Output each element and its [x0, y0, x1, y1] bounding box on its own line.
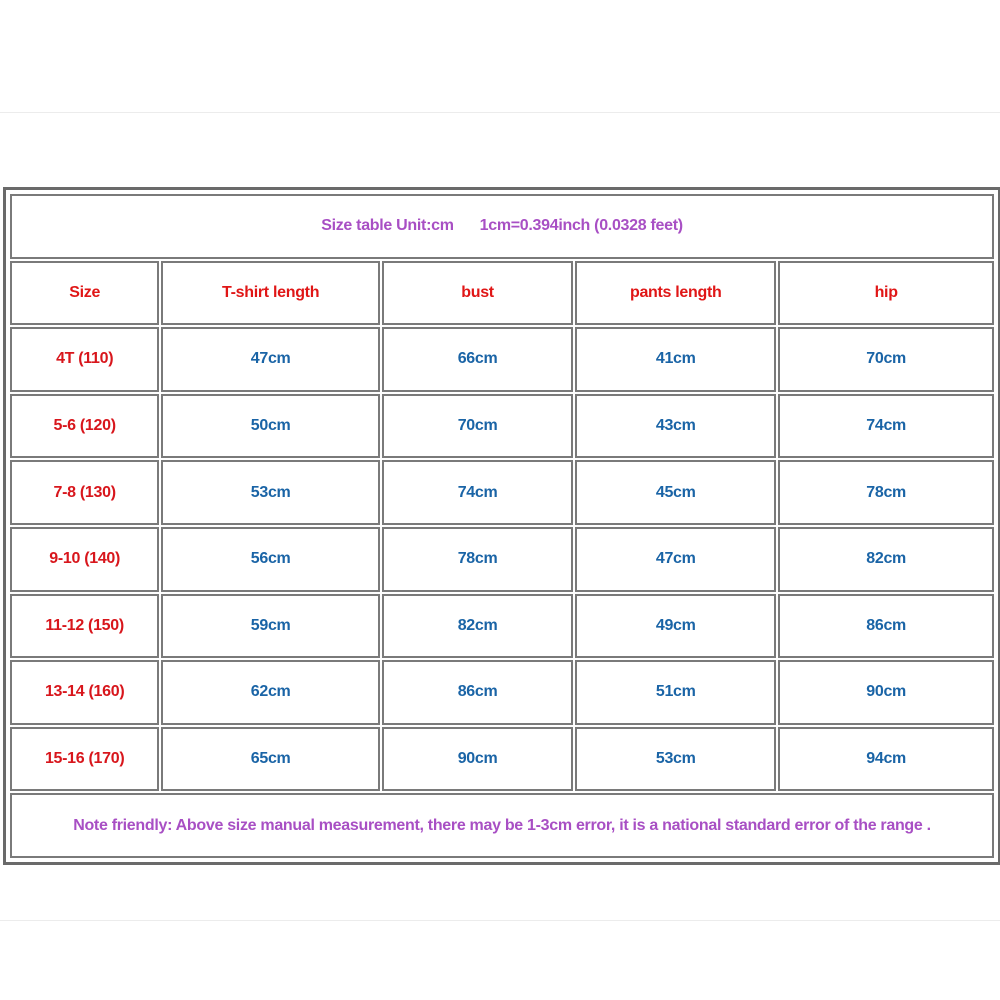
- bust-cell: 90cm: [382, 727, 573, 792]
- size-cell: 7-8 (130): [10, 460, 159, 525]
- table-note: Note friendly: Above size manual measurement, there may be 1-3cm error, it is a national standard error of the range .: [10, 793, 994, 858]
- hip-cell: 74cm: [778, 394, 994, 459]
- pants-length-cell: 51cm: [575, 660, 776, 725]
- tshirt-length-cell: 59cm: [161, 594, 380, 659]
- header-pants-length: pants length: [575, 261, 776, 326]
- bust-cell: 74cm: [382, 460, 573, 525]
- hip-cell: 94cm: [778, 727, 994, 792]
- bust-cell: 70cm: [382, 394, 573, 459]
- size-cell: 11-12 (150): [10, 594, 159, 659]
- hip-cell: 78cm: [778, 460, 994, 525]
- tshirt-length-cell: 47cm: [161, 327, 380, 392]
- bust-cell: 66cm: [382, 327, 573, 392]
- size-cell: 5-6 (120): [10, 394, 159, 459]
- bust-cell: 86cm: [382, 660, 573, 725]
- table-row: [10, 394, 994, 459]
- table-row: [10, 327, 994, 392]
- hip-cell: 70cm: [778, 327, 994, 392]
- table-row: [10, 594, 994, 659]
- tshirt-length-cell: 62cm: [161, 660, 380, 725]
- size-cell: 9-10 (140): [10, 527, 159, 592]
- size-table-frame: [3, 187, 1000, 865]
- caption-unit: Size table Unit:cm: [321, 217, 454, 235]
- bust-cell: 82cm: [382, 594, 573, 659]
- pants-length-cell: 43cm: [575, 394, 776, 459]
- pants-length-cell: 49cm: [575, 594, 776, 659]
- bottom-divider: [0, 920, 1000, 921]
- pants-length-cell: 53cm: [575, 727, 776, 792]
- table-row: [10, 460, 994, 525]
- hip-cell: 90cm: [778, 660, 994, 725]
- bust-cell: 78cm: [382, 527, 573, 592]
- tshirt-length-cell: 53cm: [161, 460, 380, 525]
- hip-cell: 86cm: [778, 594, 994, 659]
- hip-cell: 82cm: [778, 527, 994, 592]
- size-cell: 13-14 (160): [10, 660, 159, 725]
- header-size: Size: [10, 261, 159, 326]
- header-tshirt-length: T-shirt length: [161, 261, 380, 326]
- pants-length-cell: 41cm: [575, 327, 776, 392]
- pants-length-cell: 45cm: [575, 460, 776, 525]
- header-row: [10, 261, 994, 326]
- tshirt-length-cell: 50cm: [161, 394, 380, 459]
- header-bust: bust: [382, 261, 573, 326]
- table-row: [10, 727, 994, 792]
- top-divider: [0, 112, 1000, 113]
- table-caption: [10, 194, 994, 259]
- size-cell: 4T (110): [10, 327, 159, 392]
- note-row: [10, 793, 994, 858]
- size-cell: 15-16 (170): [10, 727, 159, 792]
- tshirt-length-cell: 65cm: [161, 727, 380, 792]
- tshirt-length-cell: 56cm: [161, 527, 380, 592]
- header-hip: hip: [778, 261, 994, 326]
- caption-conversion: 1cm=0.394inch (0.0328 feet): [479, 217, 683, 235]
- pants-length-cell: 47cm: [575, 527, 776, 592]
- caption-row: [10, 194, 994, 259]
- size-table: [8, 192, 996, 860]
- table-row: [10, 527, 994, 592]
- table-row: [10, 660, 994, 725]
